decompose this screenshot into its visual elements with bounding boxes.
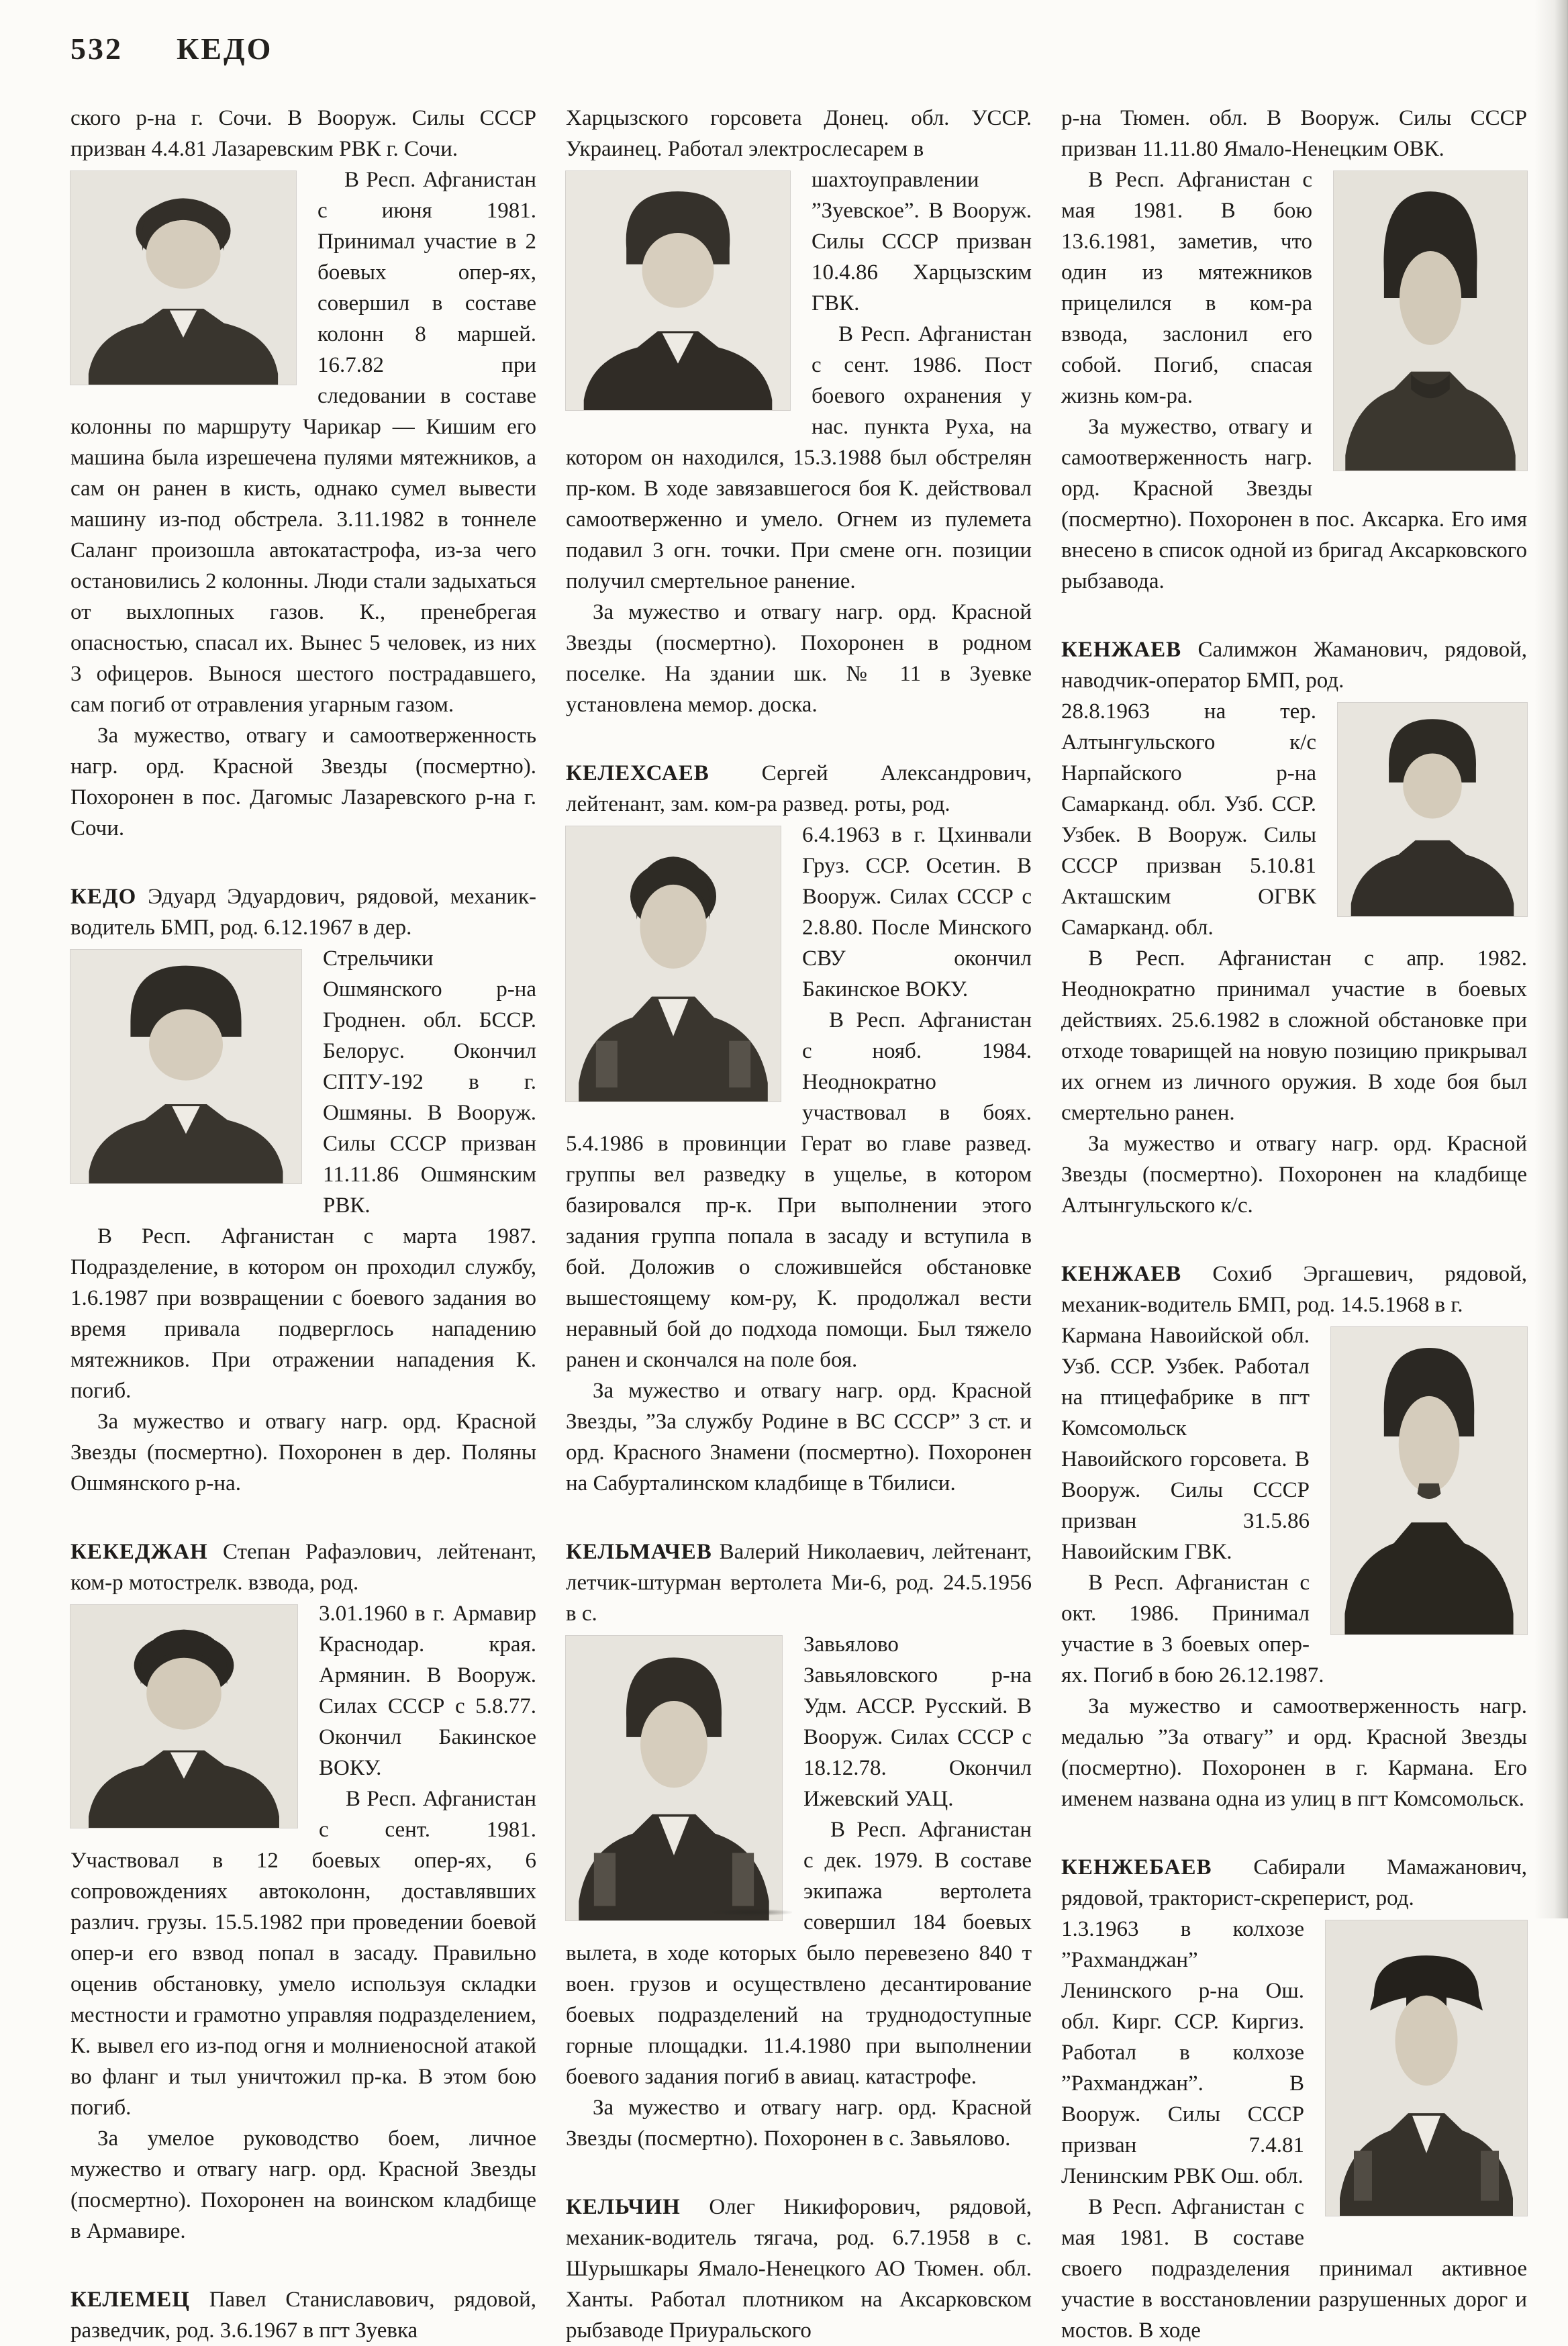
column-2 <box>566 103 1032 2346</box>
entry-kenzhebaev <box>1061 1852 1527 2346</box>
portrait-photo <box>70 171 296 385</box>
entry-text: За мужество и отвагу нагр. орд. Красной Звезды, ”За службу Родине в ВС СССР” 3 ст. и орд. Красного Знамени (посмертно). Похоронен на Сабурталинском кладбище в Тбилиси. <box>566 1379 1032 1496</box>
portrait-photo <box>566 826 781 1102</box>
entry-kelemets <box>70 2284 536 2346</box>
entry-text: В Респ. Афганистан с мая 1981. В составе своего подразделения принимал активное участие в восстановлении разрушенных дорог и мостов. В ходе <box>1061 2195 1527 2343</box>
portrait-silhouette <box>1338 703 1527 916</box>
portrait-silhouette <box>70 171 296 385</box>
entry-continuation <box>1061 103 1527 597</box>
entry-text: За мужество и отвагу нагр. орд. Красной Звезды (посмертно). Похоронен в родном поселке. На здании шк. № 11 в Зуевке установлена мемор. доска. <box>566 600 1032 717</box>
entry-text: В Респ. Афганистан с мая 1981. В бою 13.6.1981, заметив, что один из мятежников прицелился в ком-ра взвода, заслонил его собой. Погиб, спасая жизнь ком-ра. <box>1061 168 1312 408</box>
entry-text: В Респ. Афганистан с сент. 1981. Участвовал в 12 боевых опер-ях, 6 сопровождениях автоколонн, доставлявших различ. грузы. 15.5.1982 при проведении боевой опер-и его взвод попал в засаду. Правильно оценив обстановку, умело используя складки местности и грамотно управляя подразделением, К. вывел его из-под огня и молниеносной атакой во фланг и тыл уничтожил пр-ка. В этом бою погиб. <box>70 1787 536 2120</box>
entry-kenzhaev-salimzhon <box>1061 634 1527 1221</box>
entry-text: р-на Тюмен. обл. В Вооруж. Силы СССР призван 11.11.80 Ямало-Ненецким ОВК. <box>1061 106 1527 161</box>
entry-text: За мужество, отвагу и самоотверженность нагр. орд. Красной Звезды (посмертно). Похоронен в пос. Дагомыс Лазаревского р-на г. Сочи. <box>70 724 536 840</box>
entry-intro <box>70 881 536 943</box>
entry-text: Завьялово Завьяловского р-на Удм. АССР. Русский. В Вооруж. Силах СССР с 18.12.78. Окончил Ижевский УАЦ. <box>803 1632 1032 1811</box>
portrait-silhouette <box>1334 171 1527 471</box>
portrait-photo <box>566 171 790 410</box>
entry-text: Стрельчики Ошмянского р-на Гроднен. обл. БССР. Белорус. Окончил СПТУ-192 в г. Ошмяны. В Вооруж. Силы СССР призван 11.11.86 Ошмянским РВК. <box>323 946 536 1218</box>
entry-text: Харцызского горсовета Донец. обл. УССР. Украинец. Работал электрослесарем в <box>566 106 1032 161</box>
entry-intro <box>70 2284 536 2346</box>
entry-kelchin <box>566 2192 1032 2346</box>
entry-kedo <box>70 881 536 1499</box>
entry-surname: КЕКЕДЖАН <box>70 1540 208 1564</box>
portrait-photo <box>70 1605 297 1828</box>
portrait-silhouette <box>70 1605 297 1828</box>
entry-surname: КЕЛЬЧИН <box>566 2195 681 2219</box>
entry-text: 3.01.1960 в г. Армавир Краснодар. края. Армянин. В Вооруж. Силах СССР с 5.8.77. Окончил Бакинское ВОКУ. <box>319 1602 536 1780</box>
entry-text: ского р-на г. Сочи. В Вооруж. Силы СССР призван 4.4.81 Лазаревским РВК г. Сочи. <box>70 106 536 161</box>
entry-text: В Респ. Афганистан с сент. 1986. Пост боевого охранения у нас. пункта Руха, на котором он находился, 15.3.1988 был обстрелян пр-ком. В ходе завязавшегося боя К. действовал самоотверженно и умело. Огнем из пулемета подавил 3 огн. точки. При смене огн. позиции получил смертельное ранение. <box>566 322 1032 593</box>
entry-intro <box>1061 634 1527 696</box>
entry-text: За мужество и отвагу нагр. орд. Красной Звезды (посмертно). Похоронен на кладбище Алтынгульского к/с. <box>1061 1132 1527 1218</box>
text-columns <box>70 103 1528 2346</box>
entry-intro <box>566 1536 1032 1629</box>
entry-text: За мужество и отвагу нагр. орд. Красной Звезды (посмертно). Похоронен в дер. Поляны Ошмянского р-на. <box>70 1410 536 1496</box>
entry-text: 6.4.1963 в г. Цхинвали Груз. ССР. Осетин. В Вооруж. Силах СССР с 2.8.80. После Минского СВУ окончил Бакинское ВОКУ. <box>802 823 1032 1001</box>
entry-text: В Респ. Афганистан с дек. 1979. В составе экипажа вертолета совершил 184 боевых вылета, в ходе которых было перевезено 840 т воен. грузов и осуществлено десантирование боевых подразделений на труднодоступные горные площадки. 11.4.1980 при выполнении боевого задания погиб в авиац. катастрофе. <box>566 1818 1032 2089</box>
entry-intro-text: Олег Никифорович, рядовой, механик-водитель тягача, род. 6.7.1958 в с. Шурышкары Ямало-Ненецкого АО Тюмен. обл. Ханты. Работал плотником на Аксарковском рыбзаводе Приуральского <box>566 2195 1032 2343</box>
entry-kelmachev <box>566 1536 1032 2154</box>
portrait-photo <box>1338 703 1527 916</box>
entry-text: 28.8.1963 на тер. Алтынгульского к/с Нарпайского р-на Самарканд. обл. Узб. ССР. Узбек. В Вооруж. Силы СССР призван 5.10.81 Акташским ОГВК Самарканд. обл. <box>1061 699 1316 940</box>
entry-kenzhaev-sokhib <box>1061 1259 1527 1814</box>
entry-surname: КЕДО <box>70 885 137 909</box>
entry-intro <box>70 1536 536 1598</box>
entry-continuation <box>70 103 536 844</box>
page-edge-shadow <box>1534 0 1568 1918</box>
entry-kekedzhan <box>70 1536 536 2247</box>
entry-surname: КЕНЖАЕВ <box>1061 638 1182 662</box>
portrait-silhouette <box>566 826 781 1102</box>
entry-text: В Респ. Афганистан с окт. 1986. Принимал участие в 3 боевых опер-ях. Погиб в бою 26.12.1987. <box>1061 1571 1324 1688</box>
entry-surname: КЕНЖЕБАЕВ <box>1061 1855 1212 1879</box>
entry-text: За мужество и самоотверженность нагр. медалью ”За отвагу” и орд. Красной Звезды (посмертно). Похоронен в г. Кармана. Его именем названа одна из улиц в пгт Комсомольск. <box>1061 1694 1527 1811</box>
entry-intro-text: Сохиб Эргашевич, рядовой, механик-водитель БМП, род. 14.5.1968 в г. <box>1061 1262 1527 1317</box>
entry-text: За умелое руководство боем, личное мужество и отвагу нагр. орд. Красной Звезды (посмертно). Похоронен на воинском кладбище в Армавире. <box>70 2127 536 2243</box>
entry-intro-text: Степан Рафаэлович, лейтенант, ком-р мотострелк. взвода, род. <box>70 1540 536 1595</box>
portrait-silhouette <box>70 950 301 1183</box>
entry-intro <box>1061 1259 1527 1320</box>
entry-intro-text: Салимжон Жаманович, рядовой, наводчик-оператор БМП, род. <box>1061 638 1527 693</box>
entry-intro <box>566 2192 1032 2346</box>
entry-continuation <box>566 103 1032 720</box>
entry-text: Кармана Навоийской обл. Узб. ССР. Узбек. Работал на птицефабрике в пгт Комсомольск Навоийского горсовета. В Вооруж. Силы СССР призван 31.5.86 Навоийским ГВК. <box>1061 1324 1310 1564</box>
entry-intro-text: Эдуард Эдуардович, рядовой, механик-водитель БМП, род. 6.12.1967 в дер. <box>70 885 536 940</box>
entry-text: В Респ. Афганистан с марта 1987. Подразделение, в котором он проходил службу, 1.6.1987 при возвращении с боевого задания во время привала подверглось нападению мятежников. При отражении нападения К. погиб. <box>70 1224 536 1403</box>
running-head: КЕДО <box>177 32 273 66</box>
entry-text: 1.3.1963 в колхозе ”Рахманджан” Ленинского р-на Ош. обл. Кирг. ССР. Киргиз. Работал в колхозе ”Рахманджан”. В Вооруж. Силы СССР призван 7.4.81 Ленинским РВК Ош. обл. <box>1061 1917 1304 2188</box>
portrait-silhouette <box>1331 1327 1527 1634</box>
entry-text: В Респ. Афганистан с июня 1981. Принимал участие в 2 боевых опер-ях, совершил в составе колонн 8 маршей. 16.7.82 при следовании в составе колонны по маршруту Чарикар — Кишим его машина была изрешечена пулями мятежников, а сам он ранен в кисть, однако сумел вывести машину из-под обстрела. 3.11.1982 в тоннеле Саланг произошла автокатастрофа, из-за чего остановились 2 колонны. Люди стали задыхаться от выхлопных газов. К., пренебрегая опасностью, спасал их. Вынес 5 человек, из них 3 офицеров. Вынося шестого пострадавшего, сам погиб от отравления угарным газом. <box>70 168 536 717</box>
portrait-photo <box>1331 1327 1527 1634</box>
column-3 <box>1061 103 1527 2346</box>
book-page <box>70 31 1528 2346</box>
portrait-silhouette <box>566 1636 782 1920</box>
entry-text: За мужество, отвагу и самоотверженность нагр. орд. Красной Звезды (посмертно). Похоронен в пос. Аксарка. Его имя внесено в список одной из бригад Аксарковского рыбзавода. <box>1061 415 1527 593</box>
column-1 <box>70 103 536 2346</box>
entry-surname: КЕЛЕМЕЦ <box>70 2288 190 2312</box>
entry-text: В Респ. Афганистан с апр. 1982. Неоднократно принимал участие в боевых действиях. 25.6.1982 в сложной обстановке при отходе товарищей на новую позицию прикрывал их огнем из личного оружия. В ходе боя был смертельно ранен. <box>1061 946 1527 1125</box>
portrait-photo <box>566 1636 782 1920</box>
entry-kelekhsaev <box>566 758 1032 1499</box>
portrait-silhouette <box>566 171 790 410</box>
entry-surname: КЕЛЬМАЧЕВ <box>566 1540 712 1564</box>
page-number: 532 <box>70 32 123 66</box>
entry-intro-text: Валерий Николаевич, лейтенант, летчик-штурман вертолета Ми-6, род. 24.5.1956 в с. <box>566 1540 1032 1626</box>
entry-text: За мужество и отвагу нагр. орд. Красной Звезды (посмертно). Похоронен в с. Завьялово. <box>566 2096 1032 2151</box>
entry-intro <box>1061 1852 1527 1914</box>
portrait-silhouette <box>1326 1920 1527 2216</box>
page-header <box>70 31 1528 66</box>
entry-surname: КЕЛЕХСАЕВ <box>566 761 709 785</box>
portrait-photo <box>70 950 301 1183</box>
entry-text: шахтоуправлении ”Зуевское”. В Вооруж. Силы СССР призван 10.4.86 Харцызским ГВК. <box>812 168 1032 315</box>
portrait-photo <box>1326 1920 1527 2216</box>
entry-text: В Респ. Афганистан с нояб. 1984. Неоднократно участвовал в боях. 5.4.1986 в провинции Герат во главе развед. группы вел разведку в ущелье, в котором базировался пр-к. При выполнении этого задания группа попала в засаду и вступила в бой. Доложив о сложившейся обстановке вышестоящему ком-ру, К. продолжал вести неравный бой до подхода помощи. Был тяжело ранен и скончался на поле боя. <box>566 1008 1032 1372</box>
entry-intro-text: Сергей Александрович, лейтенант, зам. ком-ра развед. роты, род. <box>566 761 1032 816</box>
entry-surname: КЕНЖАЕВ <box>1061 1262 1182 1286</box>
entry-intro <box>566 758 1032 820</box>
entry-intro-text: Павел Станиславович, рядовой, разведчик, род. 3.6.1967 в пгт Зуевка <box>70 2288 536 2343</box>
entry-intro-text: Сабирали Мамажанович, рядовой, тракторист-скреперист, род. <box>1061 1855 1527 1910</box>
portrait-photo <box>1334 171 1527 471</box>
